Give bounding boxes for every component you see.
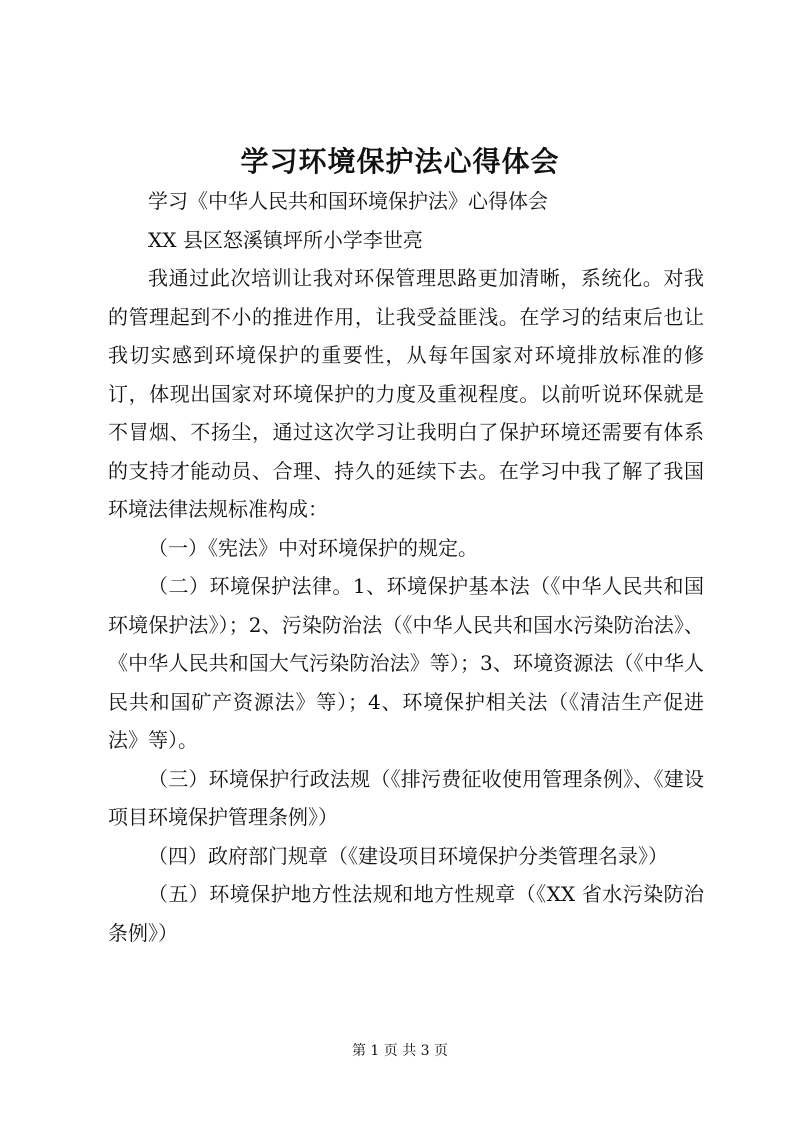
paragraph-item-4: （四）政府部门规章（《建设项目环境保护分类管理名录》） — [148, 843, 668, 868]
author-line: XX 县区怒溪镇坪所小学李世亮 — [148, 227, 423, 252]
paragraph-item-5: （五）环境保护地方性法规和地方性规章（《XX 省水污染防治条例》） — [108, 882, 704, 945]
document-title: 学习环境保护法心得体会 — [240, 145, 560, 178]
paragraph-item-1: （一）《宪法》中对环境保护的规定。 — [148, 535, 478, 560]
paragraph-intro: 我通过此次培训让我对环保管理思路更加清晰，系统化。对我的管理起到不小的推进作用，让我受益匪浅。在学习的结束后也让我切实感到环境保护的重要性，从每年国家对环境排放标准的修订，体现出国家对环境保护的力度及重视程度。以前听说环保就是不冒烟、不扬尘，通过这次学习让我明白了保护环境还需要有体系的支持才能动员、合理、持久的延续下去。在学习中我了解了我国环境法律法规标准构成： — [108, 266, 704, 521]
paragraph-item-3: （三）环境保护行政法规（《排污费征收使用管理条例》、《建设项目环境保护管理条例》） — [108, 766, 704, 829]
page-footer: 第 1 页 共 3 页 — [351, 1043, 449, 1059]
document-body — [108, 182, 704, 952]
subtitle-line: 学习《中华人民共和国环境保护法》心得体会 — [148, 189, 548, 213]
paragraph-item-2: （二）环境保护法律。1、环境保护基本法（《中华人民共和国环境保护法》）；2、污染防治法（《中华人民共和国水污染防治法》、《中华人民共和国大气污染防治法》等）；3、环境资源法（《中华人民共和国矿产资源法》等）；4、环境保护相关法（《清洁生产促进法》等）。 — [108, 574, 704, 752]
